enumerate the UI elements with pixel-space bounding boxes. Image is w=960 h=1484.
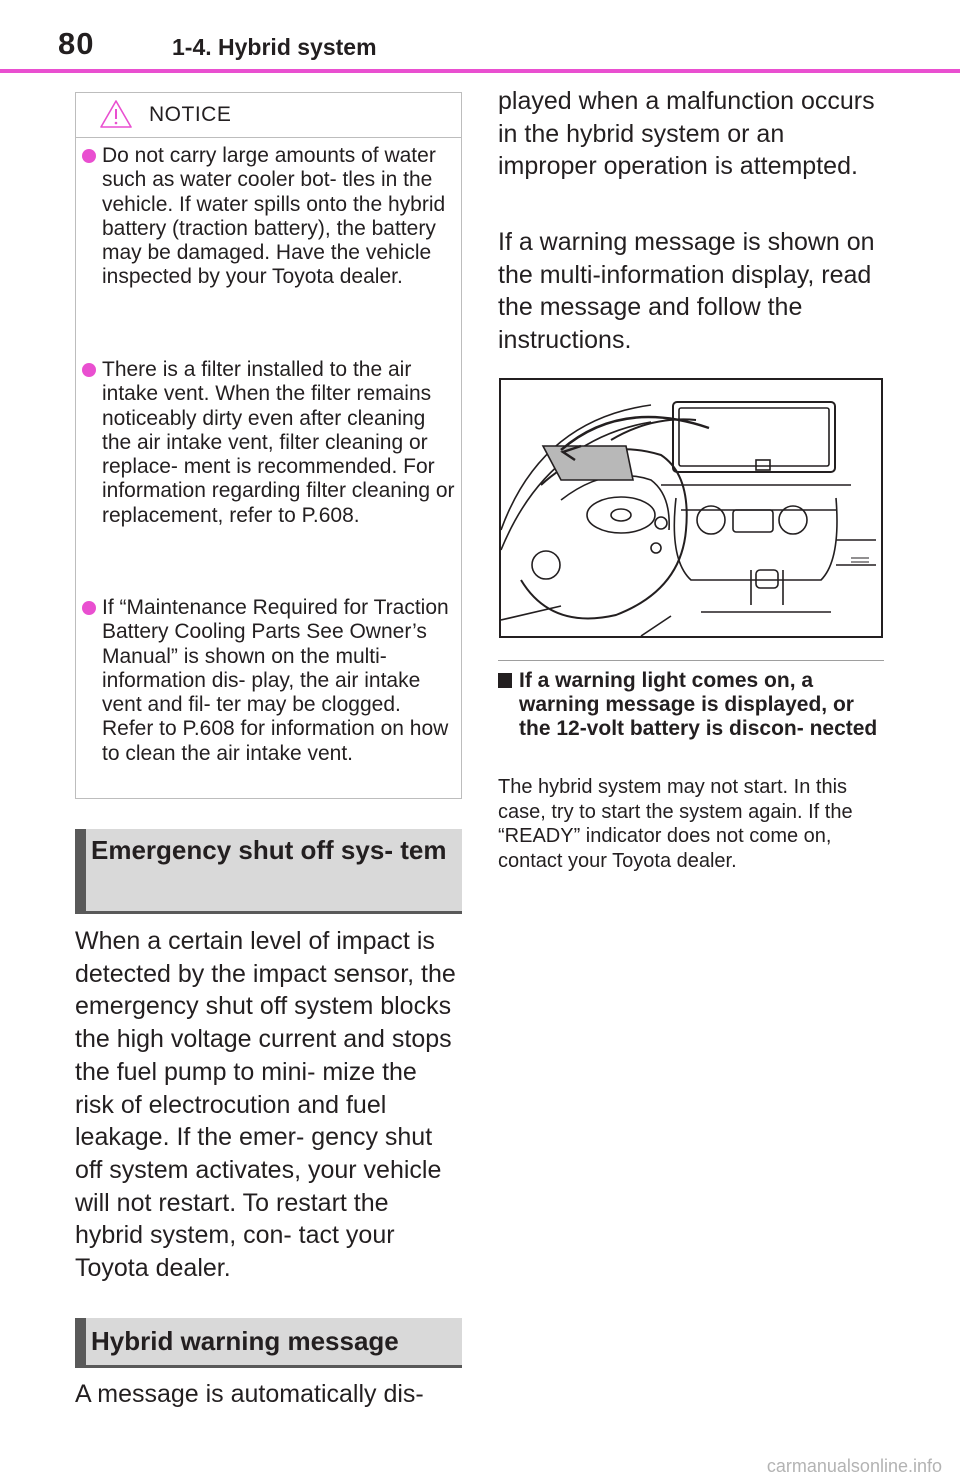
bullet-icon bbox=[82, 363, 96, 377]
page-header bbox=[0, 0, 960, 78]
section-heading-text: Hybrid warning message bbox=[91, 1326, 399, 1356]
header-rule bbox=[0, 69, 960, 73]
bullet-icon bbox=[82, 601, 96, 615]
section-heading-hybrid-warning bbox=[75, 1318, 462, 1368]
notice-box bbox=[75, 92, 462, 799]
notice-item-text: If “Maintenance Required for Traction Battery Cooling Parts See Owner’s Manual” is shown on the multi-information dis- play, the air intake vent and fil- ter may be clogged. Refer to P.608 for information on how to clean the air intake vent. bbox=[102, 596, 449, 765]
notice-title: NOTICE bbox=[149, 103, 232, 126]
notice-item-text: Do not carry large amounts of water such as water cooler bot- tles in the vehicle. If water spills onto the hybrid battery (traction battery), the battery may be damaged. Have the vehicle inspected by your Toyota dealer. bbox=[102, 144, 446, 289]
heading-bar bbox=[75, 1318, 86, 1365]
page-number: 80 bbox=[58, 26, 95, 61]
subsection-heading-text: If a warning light comes on, a warning message is displayed, or the 12-volt battery is discon- nected bbox=[519, 669, 878, 740]
section-heading-text: Emergency shut off sys- tem bbox=[91, 835, 447, 865]
bullet-icon bbox=[82, 149, 96, 163]
warning-body-start: A message is automatically dis- bbox=[75, 1380, 424, 1408]
square-bullet-icon bbox=[498, 673, 512, 688]
chapter-title: 1-4. Hybrid system bbox=[172, 34, 377, 60]
dashboard-illustration bbox=[499, 378, 883, 638]
notice-header bbox=[76, 93, 461, 138]
warning-triangle-icon bbox=[99, 99, 133, 129]
emergency-body: When a certain level of impact is detected by the impact sensor, the emergency shut off system blocks the high voltage current and stops the fuel pump to mini- mize the risk of electrocution and fuel leakage. If the emer- gency shut off system activates, your vehicle will not restart. To restart the hybrid system, con- tact your Toyota dealer. bbox=[75, 927, 456, 1283]
dashboard-drawing bbox=[501, 380, 881, 636]
warning-body-instructions: If a warning message is shown on the multi-information display, read the message and follow the instructions. bbox=[498, 228, 875, 355]
subsection-rule bbox=[498, 660, 884, 661]
heading-bar bbox=[75, 829, 86, 911]
notice-item-text: There is a filter installed to the air intake vent. When the filter remains noticeably dirty even after cleaning the air intake vent, filter cleaning or replace- ment is recommended. For information regarding filter cleaning or replacement, refer to P.608. bbox=[102, 358, 455, 527]
subsection-body: The hybrid system may not start. In this case, try to start the system again. If the “READY” indicator does not come on, contact your Toyota dealer. bbox=[498, 776, 853, 872]
watermark: carmanualsonline.info bbox=[766, 1456, 942, 1476]
warning-body-continued: played when a malfunction occurs in the hybrid system or an improper operation is attempted. bbox=[498, 87, 875, 181]
section-heading-emergency bbox=[75, 829, 462, 914]
